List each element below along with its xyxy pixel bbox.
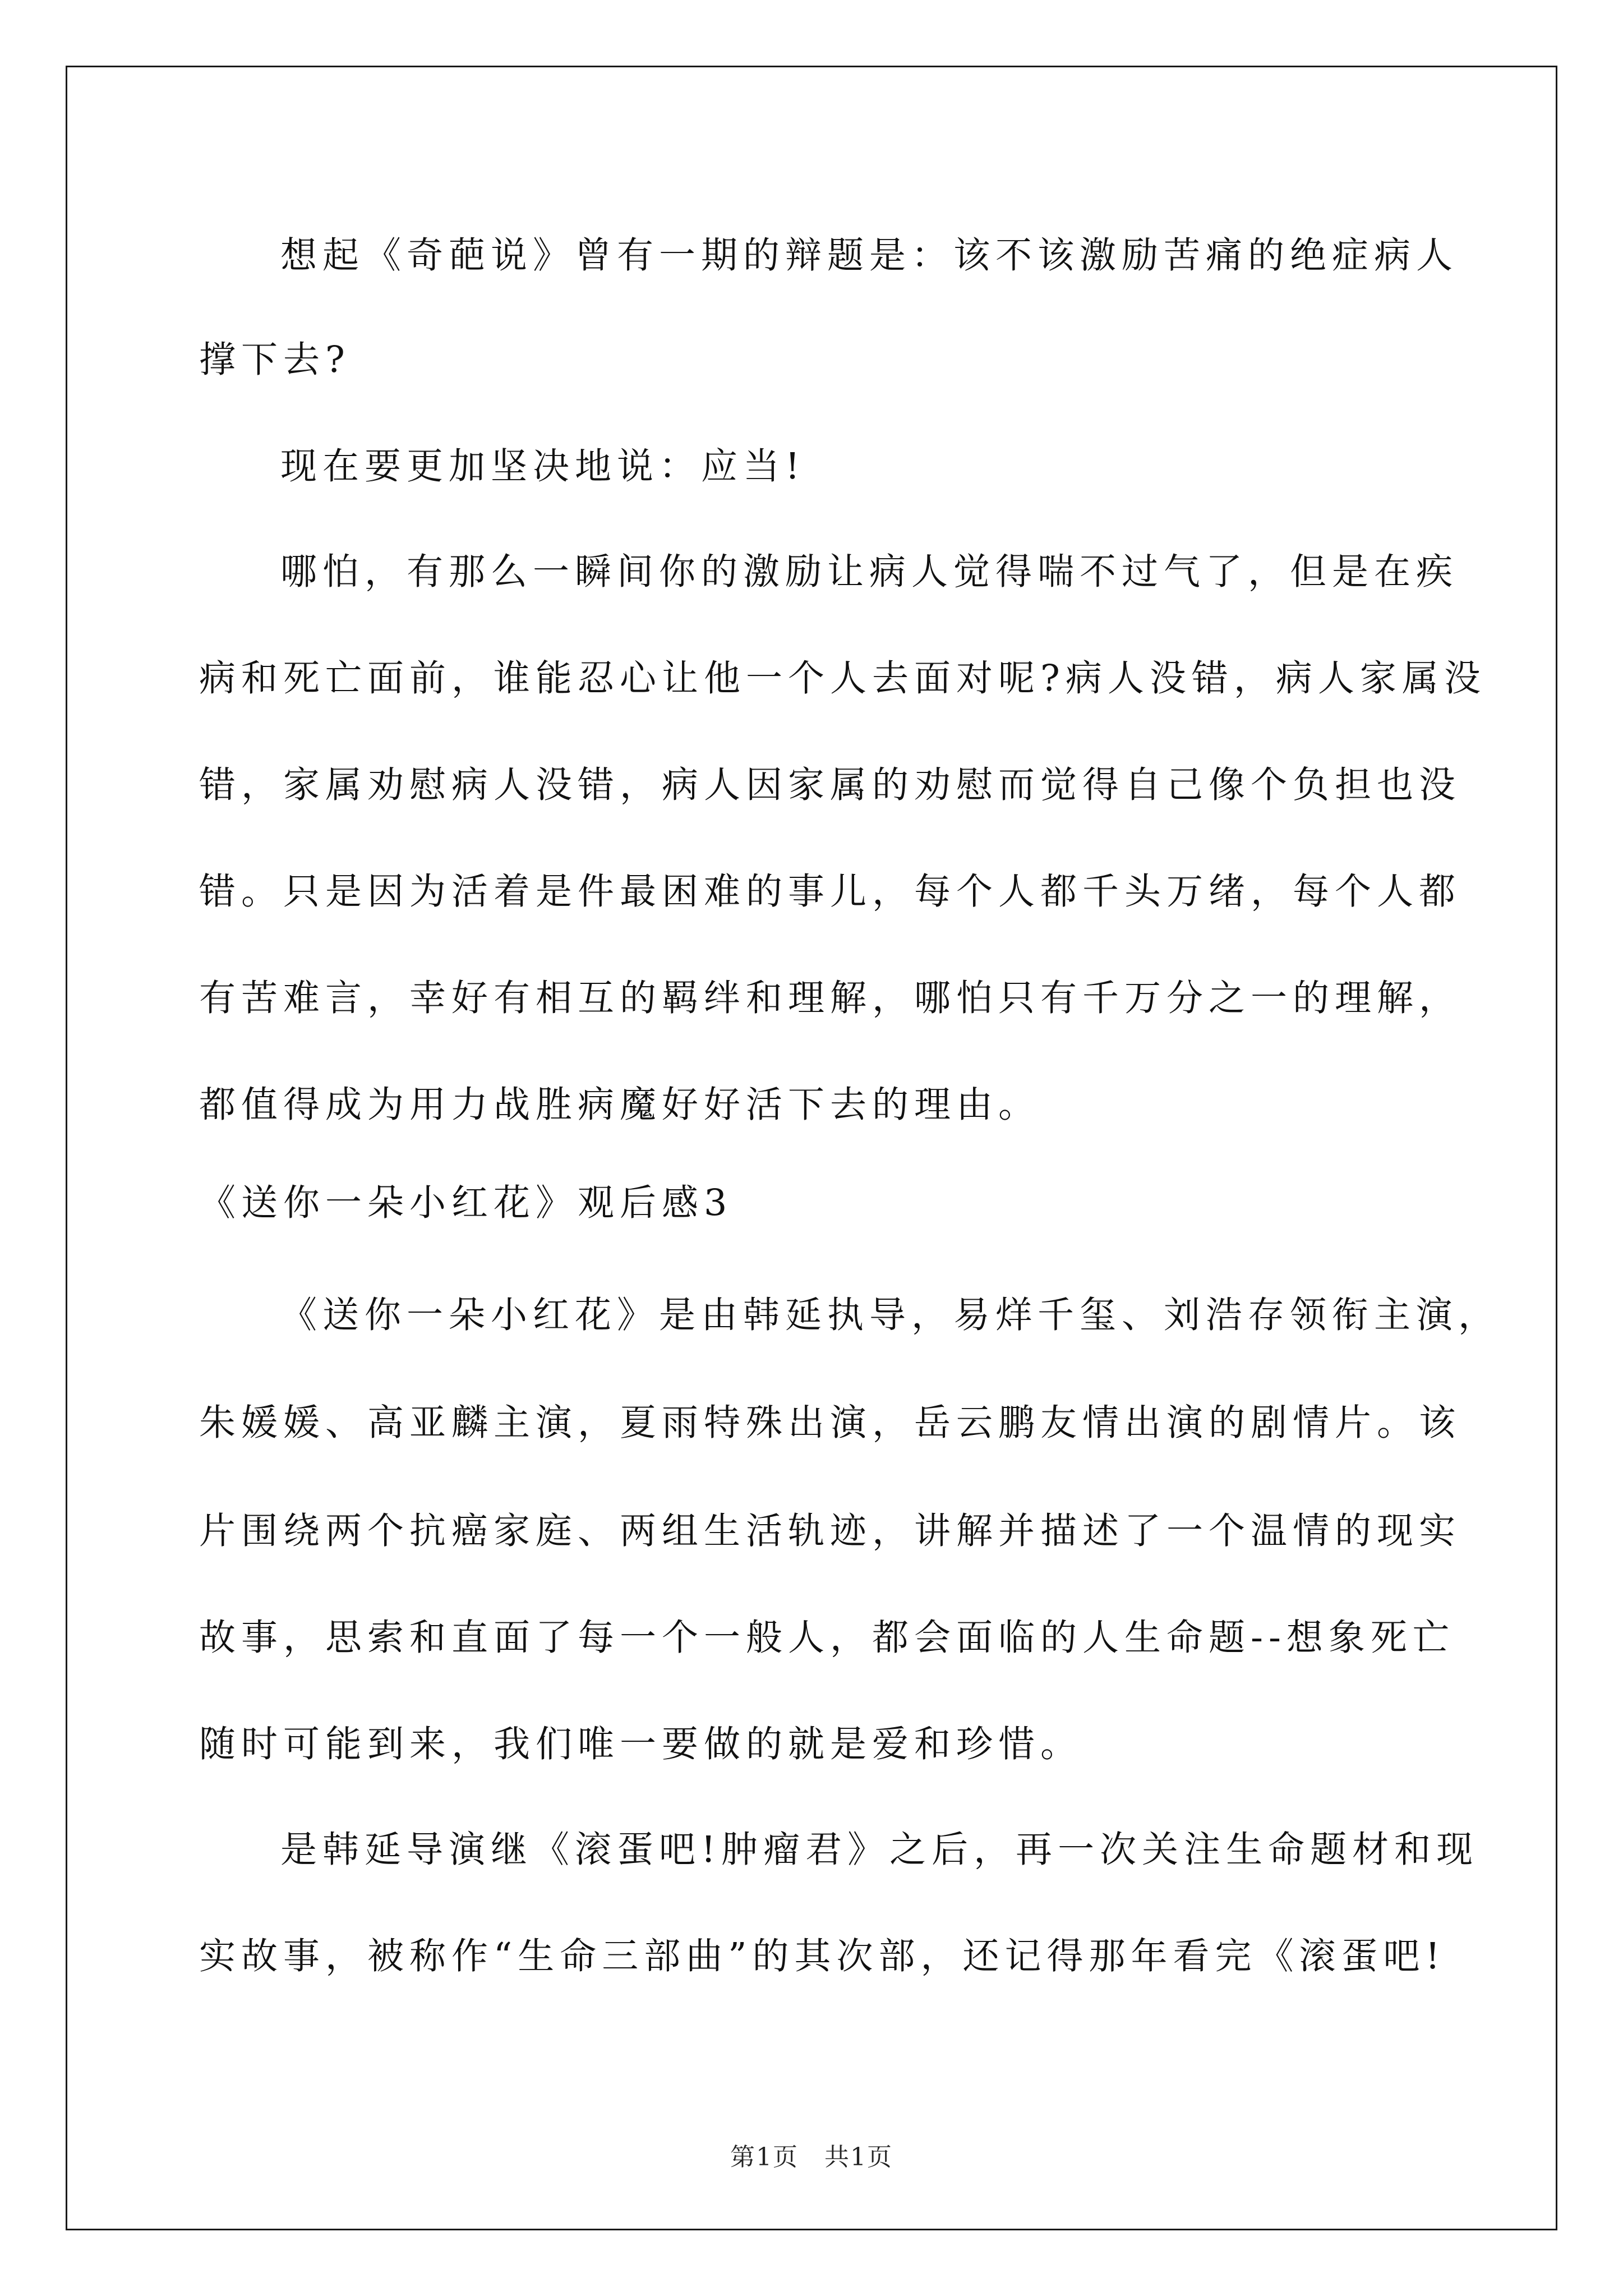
page-border — [66, 66, 1557, 2230]
paragraph-line: 错，家属劝慰病人没错，病人因家属的劝慰而觉得自己像个负担也没 — [199, 764, 1461, 806]
paragraph-line: 病和死亡面前，谁能忍心让他一个人去面对呢?病人没错，病人家属没 — [199, 657, 1486, 700]
paragraph-line: 撑下去? — [199, 339, 351, 381]
paragraph-line: 是韩延导演继《滚蛋吧!肿瘤君》之后，再一次关注生命题材和现 — [280, 1829, 1479, 1871]
paragraph-line: 片围绕两个抗癌家庭、两组生活轨迹，讲解并描述了一个温情的现实 — [199, 1510, 1461, 1552]
paragraph-line: 《送你一朵小红花》是由韩延执导，易烊千玺、刘浩存领衔主演， — [280, 1294, 1501, 1336]
section-heading: 《送你一朵小红花》观后感3 — [199, 1182, 733, 1224]
paragraph-line: 朱媛媛、高亚麟主演，夏雨特殊出演，岳云鹏友情出演的剧情片。该 — [199, 1402, 1461, 1444]
paragraph-line: 都值得成为用力战胜病魔好好活下去的理由。 — [199, 1084, 1041, 1126]
paragraph-line: 有苦难言，幸好有相互的羁绊和理解，哪怕只有千万分之一的理解， — [199, 977, 1461, 1019]
paragraph-line: 实故事，被称作“生命三部曲”的其次部，还记得那年看完《滚蛋吧! — [199, 1935, 1446, 1977]
paragraph-line: 想起《奇葩说》曾有一期的辩题是：该不该激励苦痛的绝症病人 — [280, 234, 1459, 277]
paragraph-line: 错。只是因为活着是件最困难的事儿，每个人都千头万绪，每个人都 — [199, 871, 1461, 913]
page-footer: 第1页 共1页 — [730, 2143, 893, 2171]
paragraph-line: 随时可能到来，我们唯一要做的就是爱和珍惜。 — [199, 1723, 1083, 1765]
paragraph-line: 现在要更加坚决地说：应当! — [280, 445, 806, 487]
paragraph-line: 故事，思索和直面了每一个一般人，都会面临的人生命题--想象死亡 — [199, 1617, 1455, 1659]
paragraph-line: 哪怕，有那么一瞬间你的激励让病人觉得喘不过气了，但是在疾 — [280, 551, 1459, 593]
